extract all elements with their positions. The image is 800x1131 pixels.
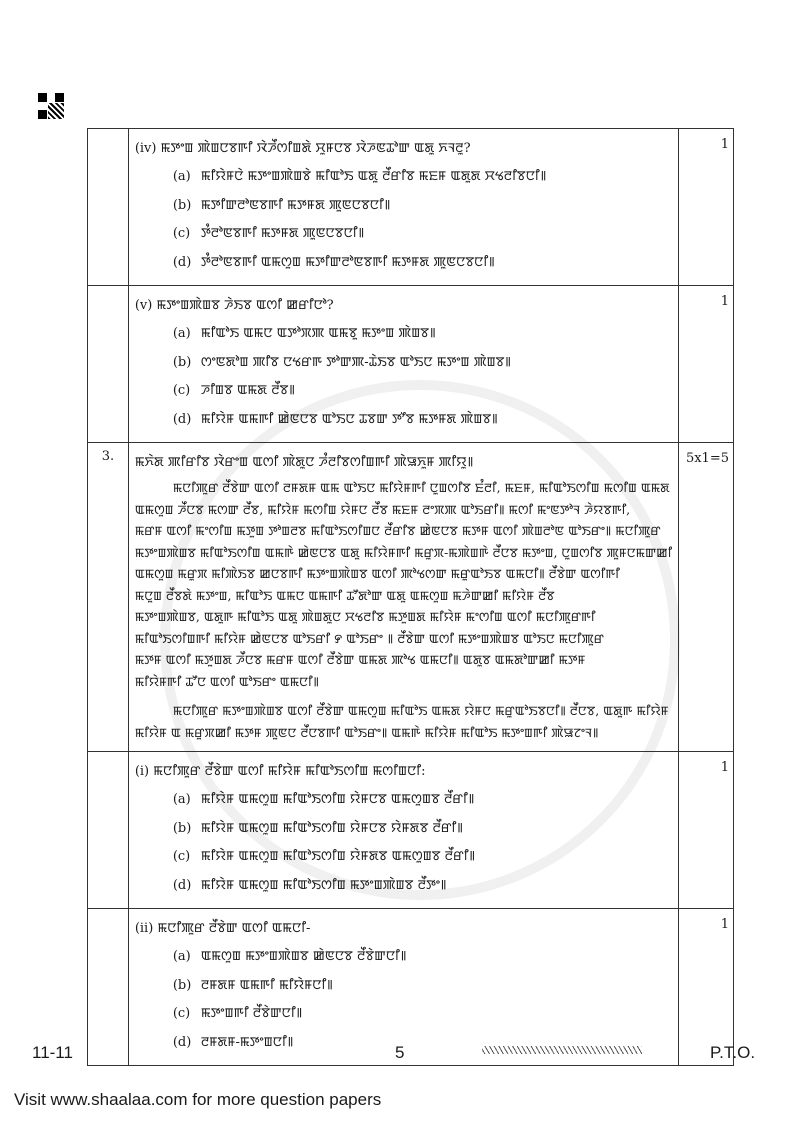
question-row-i bbox=[88, 752, 734, 909]
option-text: ꯇꯪꯂꯣꯟꯕꯒꯤ ꯑꯃꯁꯨꯡ ꯃꯇꯤꯛꯂꯣꯟꯕꯒꯤ ꯃꯇꯝꯗ ꯄꯨꯟꯅꯕꯅꯤ꯫ bbox=[200, 254, 495, 270]
passage-line: ꯃꯤꯑꯣꯏꯁꯤꯡꯒꯤ ꯃꯤꯌꯥꯝ ꯀꯥꯟꯅꯕ ꯑꯣꯏꯔꯤ ꯸ ꯑꯣꯏꯔꯦ ꯫ ꯂꯩꯕꯥꯛ ꯑꯁꯤ ꯃꯇꯦꯡꯄꯥꯡꯕ ꯑꯣꯏꯅ ꯃꯅꯤꯄꯨꯔ bbox=[134, 630, 604, 646]
option-text: ꯁꯦꯟꯗꯣꯡ ꯄꯤꯕ ꯅꯠꯔꯒ ꯇꯣꯛꯄ-ꯊꯥꯏꯕ ꯑꯣꯏꯅ ꯃꯇꯦꯡ ꯄꯥꯡꯕ꯫ bbox=[200, 354, 512, 370]
page-number: 5 bbox=[395, 1043, 405, 1062]
passage-line: ꯃꯅꯤꯄꯨꯔ ꯃꯇꯦꯡꯄꯥꯡꯕ ꯑꯁꯤ ꯂꯩꯕꯥꯛ ꯑꯃꯁꯨꯡ ꯃꯤꯑꯣꯏ ꯑꯃꯗ ꯌꯥꯝꯅ ꯃꯔꯨꯑꯣꯏꯕꯅꯤ꯫ ꯂꯩꯅꯕ, ꯑꯗꯨꯒ ꯃꯤꯌꯥꯝ bbox=[172, 703, 669, 718]
question-row-v bbox=[88, 286, 734, 443]
option bbox=[135, 249, 673, 278]
question-number-cell bbox=[88, 909, 129, 1066]
option-text: ꯑꯃꯁꯨꯡ ꯃꯇꯦꯡꯄꯥꯡꯕ ꯀꯥꯟꯅꯕ ꯂꯩꯕꯥꯛꯅꯤ꯫ bbox=[200, 949, 407, 964]
option-label: (d) bbox=[172, 411, 192, 427]
passage-line: ꯃꯇꯝ ꯑꯁꯤ ꯃꯇꯨꯡꯗ ꯍꯩꯅꯕ ꯃꯔꯝ ꯑꯁꯤ ꯂꯩꯕꯥꯛ ꯑꯃꯗ ꯄꯣꯠ ꯑꯃꯅꯤ꯫ ꯑꯗꯨꯕ ꯑꯃꯗꯣꯛꯀꯤ ꯃꯇꯝ bbox=[134, 652, 586, 667]
option-text: ꯃꯤꯌꯥꯝ ꯑꯃꯁꯨꯡ ꯃꯤꯑꯣꯏꯁꯤꯡ ꯃꯇꯦꯡꯄꯥꯡꯕ ꯂꯩꯇꯦ꯫ bbox=[200, 877, 447, 893]
option-label: (a) bbox=[172, 792, 191, 807]
option-text: ꯍꯤꯡꯕ ꯑꯃꯗ ꯂꯩꯕ꯫ bbox=[200, 383, 295, 398]
option-label: (a) bbox=[172, 949, 191, 964]
passage-line: ꯃꯤꯌꯥꯝꯒꯤ ꯊꯧꯅ ꯑꯁꯤ ꯑꯣꯏꯔꯦ ꯑꯃꯅꯤ꯫ bbox=[134, 673, 319, 689]
question-label: (i) bbox=[134, 764, 150, 779]
option bbox=[135, 943, 673, 972]
option-text: ꯃꯤꯌꯥꯝ ꯑꯃꯁꯨꯡ ꯃꯤꯑꯣꯏꯁꯤꯡ ꯌꯥꯝꯅꯕ ꯑꯃꯁꯨꯡꯕ ꯂꯩꯔꯤ꯫ bbox=[200, 792, 475, 807]
option-text: ꯃꯇꯦꯡꯒꯤ ꯂꯩꯕꯥꯛꯅꯤ꯫ bbox=[200, 1006, 303, 1021]
qr-code-icon bbox=[38, 93, 64, 119]
option-text: ꯃꯤꯌꯥꯝ ꯑꯃꯁꯨꯡ ꯃꯤꯑꯣꯏꯁꯤꯡ ꯌꯥꯝꯅꯕ ꯌꯥꯝꯗꯕ ꯂꯩꯔꯤ꯫ bbox=[200, 820, 463, 836]
option-label: (b) bbox=[172, 977, 192, 993]
marks: 1 bbox=[679, 909, 734, 1066]
pto-label: P.T.O. bbox=[710, 1043, 756, 1062]
question-label: (v) bbox=[134, 298, 153, 313]
visit-link-text: Visit www.shaalaa.com for more question papers bbox=[14, 1090, 382, 1109]
question-text: ꯃꯅꯤꯄꯨꯔ ꯂꯩꯕꯥꯛ ꯑꯁꯤ ꯃꯤꯌꯥꯝ ꯃꯤꯑꯣꯏꯁꯤꯡ ꯃꯁꯤꯡꯅꯤ: bbox=[153, 764, 426, 779]
option-text: ꯃꯤꯌꯥꯝꯅꯥ ꯃꯇꯦꯡꯄꯥꯡꯕꯥ ꯃꯤꯑꯣꯏ ꯑꯗꯨ ꯂꯩꯔꯤꯕ ꯃꯐꯝ ꯑꯗꯨꯗ ꯆꯠꯂꯤꯕꯅꯤ꯫ bbox=[200, 169, 547, 184]
passage-row bbox=[88, 443, 734, 752]
question-table bbox=[87, 128, 734, 1066]
option bbox=[135, 377, 673, 406]
question-body bbox=[128, 286, 679, 443]
option-label: (c) bbox=[172, 1006, 191, 1021]
option bbox=[135, 163, 673, 192]
option bbox=[135, 786, 673, 815]
question-number-cell bbox=[88, 286, 129, 443]
passage-line: ꯑꯃꯁꯨꯡ ꯍꯩꯅꯕ ꯃꯁꯛ ꯂꯩꯕ, ꯃꯤꯌꯥꯝ ꯃꯁꯤꯡ ꯌꯥꯝꯅ ꯂꯩꯕ ꯃꯐꯝ ꯂꯦꯞꯄ ꯑꯣꯏꯔꯤ꯫ ꯃꯁꯤ ꯃꯦꯟꯇꯣꯜ ꯍꯥꯌꯕꯒꯤ, bbox=[134, 501, 631, 517]
question-number-cell bbox=[88, 129, 129, 286]
passage-body bbox=[128, 443, 679, 752]
question-body bbox=[128, 752, 679, 909]
option-text: ꯃꯤꯑꯣꯏ ꯑꯃꯅ ꯑꯇꯣꯞꯄ ꯑꯃꯕꯨ ꯃꯇꯦꯡ ꯄꯥꯡꯕ꯫ bbox=[200, 326, 436, 341]
option bbox=[135, 843, 673, 872]
marks: 5x1=5 bbox=[679, 443, 734, 752]
option-text: ꯂꯝꯗꯝ-ꯃꯇꯦꯡꯅꯤ꯫ bbox=[200, 1034, 294, 1050]
passage-instruction: ꯃꯈꯥꯗ ꯄꯤꯔꯤꯕ ꯋꯥꯔꯦꯡ ꯑꯁꯤ ꯄꯥꯗꯨꯅ ꯍꯪꯂꯤꯕꯁꯤꯡꯒꯤ ꯄꯥꯎꯈꯨꯝ ꯄꯤꯌꯨ꯫ bbox=[134, 455, 474, 470]
passage-line: ꯃꯤꯌꯥꯝ ꯑ ꯃꯔꯨꯞꯀꯤ ꯃꯇꯝ ꯄꯨꯟꯅ ꯂꯩꯅꯕꯒꯤ ꯑꯣꯏꯔꯦ꯫ ꯑꯃꯒꯥ ꯃꯤꯌꯥꯝ ꯃꯤꯑꯣꯏ ꯃꯇꯦꯡꯒꯤ ꯄꯥꯎꯖꯦꯜ꯫ bbox=[134, 724, 599, 740]
question-number-cell bbox=[88, 752, 129, 909]
question-row-iv bbox=[88, 129, 734, 286]
paper-code: 11-11 bbox=[32, 1043, 73, 1062]
option-text: ꯇꯪꯂꯣꯟꯕꯒꯤ ꯃꯇꯝꯗ ꯄꯨꯟꯅꯕꯅꯤ꯫ bbox=[200, 226, 365, 241]
option-label: (b) bbox=[172, 820, 192, 836]
option bbox=[135, 872, 673, 901]
option-label: (d) bbox=[172, 877, 192, 893]
option bbox=[135, 815, 673, 844]
option bbox=[135, 349, 673, 378]
passage-line: ꯃꯇꯦꯡꯄꯥꯡꯕ, ꯑꯗꯨꯒ ꯃꯤꯑꯣꯏ ꯑꯗꯨ ꯄꯥꯡꯗꯨꯅ ꯆꯠꯂꯤꯕ ꯃꯇꯨꯡꯗ ꯃꯤꯌꯥꯝ ꯃꯦꯁꯤꯡ ꯑꯁꯤ ꯃꯅꯤꯄꯨꯔꯒꯤ bbox=[134, 609, 596, 624]
question-label: (ii) bbox=[134, 921, 154, 936]
option-label: (c) bbox=[172, 383, 191, 398]
option bbox=[135, 320, 673, 349]
wavy-line-divider bbox=[482, 1046, 642, 1054]
option bbox=[135, 972, 673, 1001]
option-label: (c) bbox=[172, 849, 191, 864]
option bbox=[135, 192, 673, 221]
question-text: ꯃꯅꯤꯄꯨꯔ ꯂꯩꯕꯥꯛ ꯑꯁꯤ ꯑꯃꯅꯤ- bbox=[157, 921, 311, 936]
option-label: (d) bbox=[172, 254, 192, 270]
passage-line: ꯃꯅꯨꯡ ꯂꯩꯕꯗꯥ ꯃꯇꯦꯡ, ꯃꯤꯑꯣꯏ ꯑꯃꯅ ꯑꯃꯒꯤ ꯊꯧꯗꯣꯛ ꯑꯗꯨ ꯑꯃꯁꯨꯡ ꯃꯍꯥꯛꯀꯤ ꯃꯤꯌꯥꯝ ꯂꯩꯕ bbox=[134, 587, 555, 603]
passage-line: ꯑꯃꯁꯨꯡ ꯃꯔꯨꯞ ꯃꯤꯄꯥꯏꯕ ꯀꯅꯕꯒꯤ ꯃꯇꯦꯡꯄꯥꯡꯕ ꯑꯁꯤ ꯄꯣꯠꯁꯛ ꯃꯔꯨꯑꯣꯏꯕ ꯑꯃꯅꯤ꯫ ꯂꯩꯕꯥꯛ ꯑꯁꯤꯒꯤ bbox=[134, 566, 620, 581]
passage-line: ꯃꯇꯦꯡꯄꯥꯡꯕ ꯃꯤꯑꯣꯏꯁꯤꯡ ꯑꯃꯒꯥ ꯀꯥꯟꯅꯕ ꯑꯗꯨ ꯃꯤꯌꯥꯝꯒꯤ ꯃꯔꯨꯞ-ꯃꯄꯥꯡꯒꯥ ꯂꯩꯅꯕ ꯃꯇꯦꯡ, ꯅꯨꯡꯁꯤꯕ ꯄꯨꯝꯅꯃꯛꯀꯤ bbox=[134, 544, 673, 560]
marks: 1 bbox=[679, 129, 734, 286]
option bbox=[135, 1000, 673, 1029]
option-label: (c) bbox=[172, 226, 191, 241]
option-text: ꯂꯝꯗꯝ ꯑꯃꯒꯤ ꯃꯤꯌꯥꯝꯅꯤ꯫ bbox=[200, 977, 333, 993]
question-body bbox=[128, 909, 679, 1066]
passage-paragraph-1 bbox=[135, 477, 673, 692]
question-text: ꯃꯇꯦꯡ ꯄꯥꯡꯅꯕꯒꯤ ꯋꯥꯍꯩꯁꯤꯡꯗꯥ ꯆꯨꯝꯅꯕ ꯋꯥꯍꯟꯊꯣꯛ ꯑꯗꯨ ꯈꯜꯂꯨ? bbox=[160, 141, 471, 156]
option-label: (b) bbox=[172, 197, 192, 213]
option-label: (d) bbox=[172, 1034, 192, 1050]
option-label: (a) bbox=[172, 169, 191, 184]
option-label: (a) bbox=[172, 326, 191, 341]
option bbox=[135, 220, 673, 249]
marks: 1 bbox=[679, 752, 734, 909]
option-text: ꯃꯤꯌꯥꯝ ꯑꯃꯁꯨꯡ ꯃꯤꯑꯣꯏꯁꯤꯡ ꯌꯥꯝꯗꯕ ꯑꯃꯁꯨꯡꯕ ꯂꯩꯔꯤ꯫ bbox=[200, 849, 476, 864]
question-row-ii bbox=[88, 909, 734, 1066]
question-text: ꯃꯇꯦꯡꯄꯥꯡꯕ ꯍꯥꯏꯕ ꯑꯁꯤ ꯀꯔꯤꯅꯣ? bbox=[156, 298, 334, 313]
option-label: (b) bbox=[172, 354, 192, 370]
option bbox=[135, 406, 673, 435]
passage-paragraph-2 bbox=[135, 700, 673, 743]
passage-line: ꯃꯔꯝ ꯑꯁꯤ ꯃꯦꯁꯤꯡ ꯃꯇꯨꯡ ꯇꯣꯡꯂꯕ ꯃꯤꯑꯣꯏꯁꯤꯡꯅ ꯂꯩꯔꯤꯕ ꯀꯥꯟꯅꯕ ꯃꯇꯝ ꯑꯁꯤ ꯄꯥꯡꯂꯣꯟ ꯑꯣꯏꯔꯦ꯫ ꯃꯅꯤꯄꯨꯔ bbox=[134, 523, 661, 538]
question-number: 3. bbox=[88, 443, 129, 752]
option-text: ꯃꯤꯌꯥꯝ ꯑꯃꯒꯤ ꯀꯥꯟꯅꯕ ꯑꯣꯏꯅ ꯊꯕꯛ ꯇꯧꯕ ꯃꯇꯝꯗ ꯄꯥꯡꯕ꯫ bbox=[200, 411, 498, 427]
question-label: (iv) bbox=[134, 141, 157, 156]
option-text: ꯃꯇꯤꯛꯂꯣꯟꯕꯒꯤ ꯃꯇꯝꯗ ꯄꯨꯟꯅꯕꯅꯤ꯫ bbox=[200, 197, 391, 213]
passage-line: ꯃꯅꯤꯄꯨꯔ ꯂꯩꯕꯥꯛ ꯑꯁꯤ ꯂꯝꯗꯝ ꯑꯃ ꯑꯣꯏꯅ ꯃꯤꯌꯥꯝꯒꯤ ꯅꯨꯡꯁꯤꯕ ꯐꯪꯂꯤ, ꯃꯐꯝ, ꯃꯤꯑꯣꯏꯁꯤꯡ ꯃꯁꯤꯡ ꯑꯃꯗ bbox=[172, 480, 670, 495]
question-body bbox=[128, 129, 679, 286]
marks: 1 bbox=[679, 286, 734, 443]
